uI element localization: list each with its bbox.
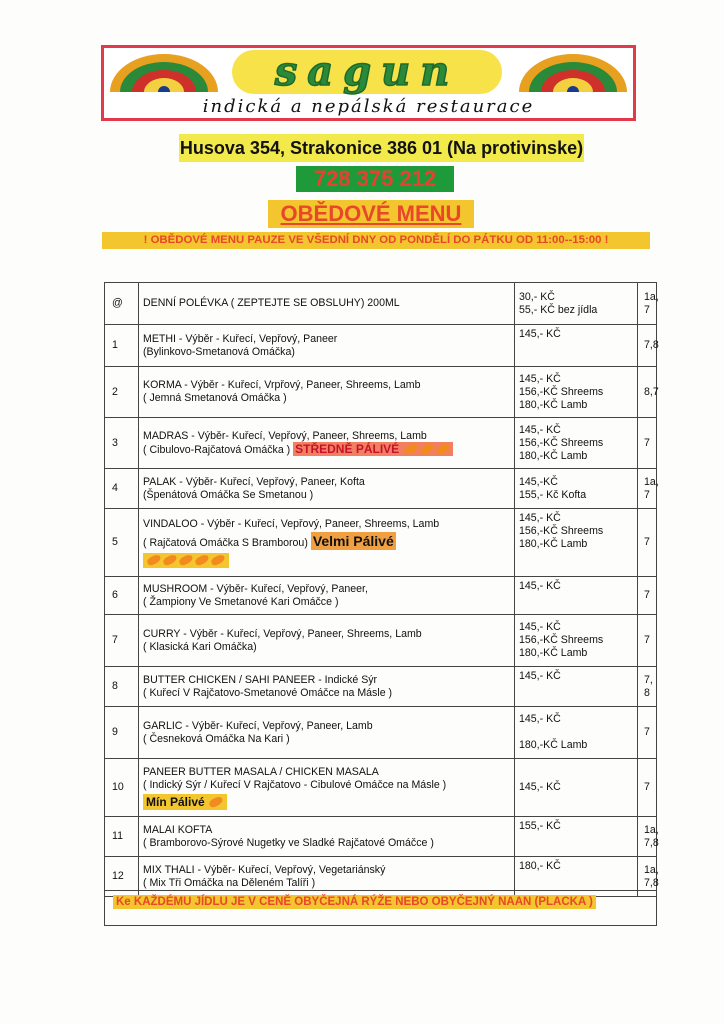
item-number: 12: [105, 857, 139, 897]
item-name: PALAK - Výběr- Kuřecí, Vepřový, Paneer, Kofta: [143, 475, 365, 488]
table-row: [105, 367, 657, 418]
spicy-label: STŘEDNĚ PÁLIVÉ: [295, 441, 400, 456]
allergen-line: 1a,: [644, 290, 659, 303]
price-line: 145,- KČ: [519, 580, 561, 592]
table-row: [105, 469, 657, 509]
table-row: [105, 418, 657, 469]
price-line: 155,- Kč Kofta: [519, 488, 587, 501]
allergen-line: 7: [644, 781, 650, 793]
item-price: [515, 367, 638, 418]
item-price: [515, 418, 638, 469]
table-row: [105, 283, 657, 325]
item-description: [139, 469, 515, 509]
lunch-hours-notice: ! OBĚDOVÉ MENU PAUZE VE VŠEDNÍ DNY OD PONDĚLÍ DO PÁTKU OD 11:00--15:00 !: [102, 232, 650, 249]
item-name: MIX THALI - Výběr- Kuřecí, Vepřový, Vegetariánský: [143, 863, 386, 876]
item-name: MUSHROOM - Výběr- Kuřecí, Vepřový, Paneer,: [143, 582, 368, 595]
price-line: 156,-KČ Shreems: [519, 525, 604, 537]
price-line: 180,-KČ Lamb: [519, 739, 588, 751]
item-sauce: (Bylinkovo-Smetanová Omáčka): [143, 345, 295, 358]
item-name: CURRY - Výběr - Kuřecí, Vepřový, Paneer, Shreems, Lamb: [143, 627, 422, 640]
price-line: 55,- KČ bez jídla: [519, 303, 598, 316]
chili-icon: [208, 796, 224, 809]
price-line: 145,- KČ: [519, 781, 561, 793]
item-name: METHI - Výběr - Kuřecí, Vepřový, Paneer: [143, 332, 338, 345]
item-name: BUTTER CHICKEN / SAHI PANEER - Indické Sýr: [143, 673, 378, 686]
item-number: 3: [105, 418, 139, 469]
item-description: [139, 325, 515, 367]
phone-number: 728 375 212: [296, 166, 454, 192]
allergen-line: 7: [644, 726, 650, 738]
allergen-line: 7: [644, 488, 650, 501]
chili-icon: [418, 443, 434, 456]
allergen-line: 8,7: [644, 385, 659, 398]
table-row: [105, 759, 657, 817]
item-number: 5: [105, 509, 139, 577]
allergen-line: 7: [644, 303, 650, 316]
item-description: [139, 509, 515, 577]
item-price: [515, 707, 638, 759]
item-price: [515, 615, 638, 667]
table-row: [105, 667, 657, 707]
item-description: [139, 759, 515, 817]
item-allergens: [638, 615, 657, 667]
item-allergens: [638, 759, 657, 817]
price-line: 145,- KČ: [519, 713, 561, 725]
item-number: 6: [105, 577, 139, 615]
price-line: 145,- KČ: [519, 423, 561, 436]
chili-icon: [194, 553, 210, 566]
allergen-line: 7,8: [644, 876, 659, 889]
item-sauce: ( Klasická Kari Omáčka): [143, 640, 257, 653]
item-number: @: [105, 283, 139, 325]
allergen-line: 7: [644, 634, 650, 646]
price-line: 30,- KČ: [519, 290, 555, 303]
item-sauce: ( Indický Sýr / Kuřecí V Rajčatovo - Cibulové Omáčce na Másle ): [143, 778, 447, 791]
item-number: 1: [105, 325, 139, 367]
item-name: VINDALOO - Výběr - Kuřecí, Vepřový, Paneer, Shreems, Lamb: [143, 517, 440, 530]
allergen-line: 1a,: [644, 863, 659, 876]
allergen-line: 7: [644, 589, 650, 601]
logo-text: sagun: [274, 48, 460, 95]
price-line: 145,-KČ: [519, 475, 558, 488]
restaurant-banner: [101, 45, 636, 121]
spicy-badge: Velmi Pálivé: [312, 532, 394, 549]
table-row: [105, 707, 657, 759]
chili-icon: [146, 553, 162, 566]
item-allergens: [638, 817, 657, 857]
spicy-badge: [143, 794, 227, 810]
allergen-line: 7: [644, 536, 650, 548]
restaurant-subtitle: indická a nepálská restaurace: [202, 96, 535, 117]
item-sauce: ( Žampiony Ve Smetanové Kari Omáčce ): [143, 595, 339, 608]
item-price: [515, 325, 638, 367]
item-allergens: [638, 283, 657, 325]
item-description: [139, 283, 515, 325]
price-line: 180,-KČ Lamb: [519, 538, 588, 550]
item-allergens: [638, 707, 657, 759]
price-line: 180,-KČ Lamb: [519, 449, 588, 462]
table-row: [105, 817, 657, 857]
chili-rating: [143, 553, 229, 568]
footer-note-box: [104, 890, 657, 926]
item-number: 11: [105, 817, 139, 857]
mandala-ornament-icon: [519, 54, 627, 92]
item-price: [515, 759, 638, 817]
item-name: DENNÍ POLÉVKA ( ZEPTEJTE SE OBSLUHY) 200ML: [143, 297, 400, 309]
item-number: 4: [105, 469, 139, 509]
price-line: 156,-KČ Shreems: [519, 385, 604, 398]
item-description: [139, 615, 515, 667]
allergen-line: 7,8: [644, 836, 659, 849]
allergen-line: 1a,: [644, 823, 659, 836]
item-number: 10: [105, 759, 139, 817]
price-line: 180,-KČ Lamb: [519, 647, 588, 659]
address: Husova 354, Strakonice 386 01 (Na protivinske): [179, 134, 584, 162]
table-row: [105, 325, 657, 367]
item-allergens: [638, 418, 657, 469]
item-description: [139, 817, 515, 857]
item-name: PANEER BUTTER MASALA / CHICKEN MASALA: [143, 765, 379, 778]
item-sauce: (Špenátová Omáčka Se Smetanou ): [143, 488, 314, 501]
item-sauce: ( Jemná Smetanová Omáčka ): [143, 392, 287, 404]
spicy-label: Mín Pálivé: [146, 794, 205, 809]
restaurant-logo: [232, 50, 502, 94]
item-price: [515, 469, 638, 509]
allergen-line: 7: [644, 436, 650, 449]
price-line: 180,-KČ Lamb: [519, 398, 588, 411]
menu-title: OBĚDOVÉ MENU: [268, 200, 474, 228]
item-price: [515, 667, 638, 707]
mandala-ornament-icon: [110, 54, 218, 92]
allergen-line: 1a,: [644, 475, 659, 488]
price-line: 145,- KČ: [519, 512, 561, 524]
item-price: [515, 283, 638, 325]
table-row: [105, 577, 657, 615]
chili-icon: [178, 553, 194, 566]
item-description: [139, 707, 515, 759]
item-allergens: [638, 577, 657, 615]
rice-naan-note: Ke KAŽDÉMU JÍDLU JE V CENĚ OBYČEJNÁ RÝŽE NEBO OBYČEJNÝ NAAN (PLACKA ): [113, 895, 596, 909]
item-name: GARLIC - Výběr- Kuřecí, Vepřový, Paneer, Lamb: [143, 719, 373, 732]
item-allergens: [638, 667, 657, 707]
item-allergens: [638, 367, 657, 418]
item-allergens: [638, 509, 657, 577]
allergen-line: 7,8: [644, 339, 659, 351]
price-line: 156,-KČ Shreems: [519, 436, 604, 449]
item-sauce: ( Rajčatová Omáčka S Bramborou): [143, 536, 308, 549]
item-name: KORMA - Výběr - Kuřecí, Vrpřový, Paneer, Shreems, Lamb: [143, 379, 421, 391]
table-row: [105, 615, 657, 667]
item-allergens: [638, 325, 657, 367]
item-description: [139, 667, 515, 707]
item-sauce: ( Bramborovo-Sýrové Nugetky ve Sladké Rajčatové Omáčce ): [143, 836, 434, 849]
allergen-line: 8: [644, 686, 650, 699]
item-price: [515, 817, 638, 857]
item-sauce: ( Cibulovo-Rajčatová Omáčka ): [143, 443, 291, 456]
price-line: 145,- KČ: [519, 328, 561, 340]
price-line: 180,- KČ: [519, 860, 561, 872]
item-description: [139, 577, 515, 615]
chili-icon: [402, 443, 418, 456]
item-sauce: ( Mix Tři Omáčka na Děleném Talíři ): [143, 876, 316, 889]
chili-icon: [210, 553, 226, 566]
item-number: 2: [105, 367, 139, 418]
item-allergens: [638, 469, 657, 509]
item-sauce: ( Česneková Omáčka Na Kari ): [143, 732, 290, 745]
price-line: 145,- KČ: [519, 621, 561, 633]
price-line: 155,- KČ: [519, 820, 561, 832]
chili-icon: [162, 553, 178, 566]
item-price: [515, 577, 638, 615]
item-description: [139, 367, 515, 418]
item-name: MALAI KOFTA: [143, 823, 213, 836]
spicy-badge: [293, 442, 452, 456]
item-description: [139, 418, 515, 469]
lunch-menu-table: [104, 282, 657, 897]
price-line: 145,- KČ: [519, 670, 561, 682]
table-row: [105, 509, 657, 577]
item-number: 8: [105, 667, 139, 707]
price-line: 145,- KČ: [519, 372, 561, 385]
item-number: 9: [105, 707, 139, 759]
item-sauce: ( Kuřecí V Rajčatovo-Smetanové Omáčce na Másle ): [143, 686, 393, 699]
price-line: [519, 726, 633, 739]
price-line: 156,-KČ Shreems: [519, 634, 604, 646]
chili-icon: [434, 443, 450, 456]
item-number: 7: [105, 615, 139, 667]
item-price: [515, 509, 638, 577]
item-name: MADRAS - Výběr- Kuřecí, Vepřový, Paneer, Shreems, Lamb: [143, 429, 427, 442]
allergen-line: 7,: [644, 673, 653, 686]
